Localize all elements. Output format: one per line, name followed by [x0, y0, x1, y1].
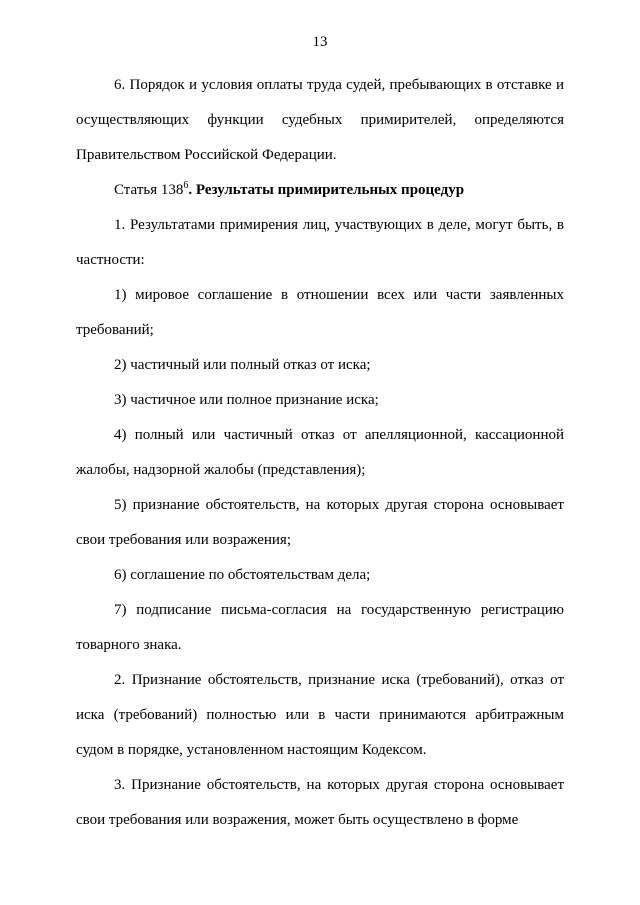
list-item-6: 6) соглашение по обстоятельствам дела;: [114, 567, 371, 583]
paragraph-1: 1. Результатами примирения лиц, участвующих в деле, могут быть, в частности:: [76, 217, 564, 268]
article-dot: .: [188, 182, 196, 198]
article-superscript: 6: [183, 180, 189, 191]
article-heading: [76, 173, 564, 208]
list-item-4: 4) полный или частичный отказ от апелляционной, кассационной жалобы, надзорной жалобы (представления);: [76, 427, 564, 478]
paragraph-3: 3. Признание обстоятельств, на которых другая сторона основывает свои требования или возражения, может быть осуществлено в форме: [76, 777, 564, 828]
list-item-1: 1) мировое соглашение в отношении всех или части заявленных требований;: [76, 287, 564, 338]
list-item-7: 7) подписание письма-согласия на государственную регистрацию товарного знака.: [76, 602, 564, 653]
document-body: [76, 68, 564, 838]
list-item-3: 3) частичное или полное признание иска;: [114, 392, 379, 408]
paragraph-2: 2. Признание обстоятельств, признание иска (требований), отказ от иска (требований) полностью или в части принимаются арбитражным судом в порядке, установленном настоящим Кодексом.: [76, 672, 564, 758]
article-title: Результаты примирительных процедур: [195, 182, 465, 198]
paragraph-6: 6. Порядок и условия оплаты труда судей, пребывающих в отставке и осуществляющих функции судебных примирителей, определяются Правительством Российской Федерации.: [76, 77, 564, 163]
article-prefix: Статья 138: [114, 182, 184, 198]
list-item-5: 5) признание обстоятельств, на которых другая сторона основывает свои требования или возражения;: [76, 497, 564, 548]
list-item-2: 2) частичный или полный отказ от иска;: [114, 357, 371, 373]
page-number: 13: [312, 34, 328, 50]
